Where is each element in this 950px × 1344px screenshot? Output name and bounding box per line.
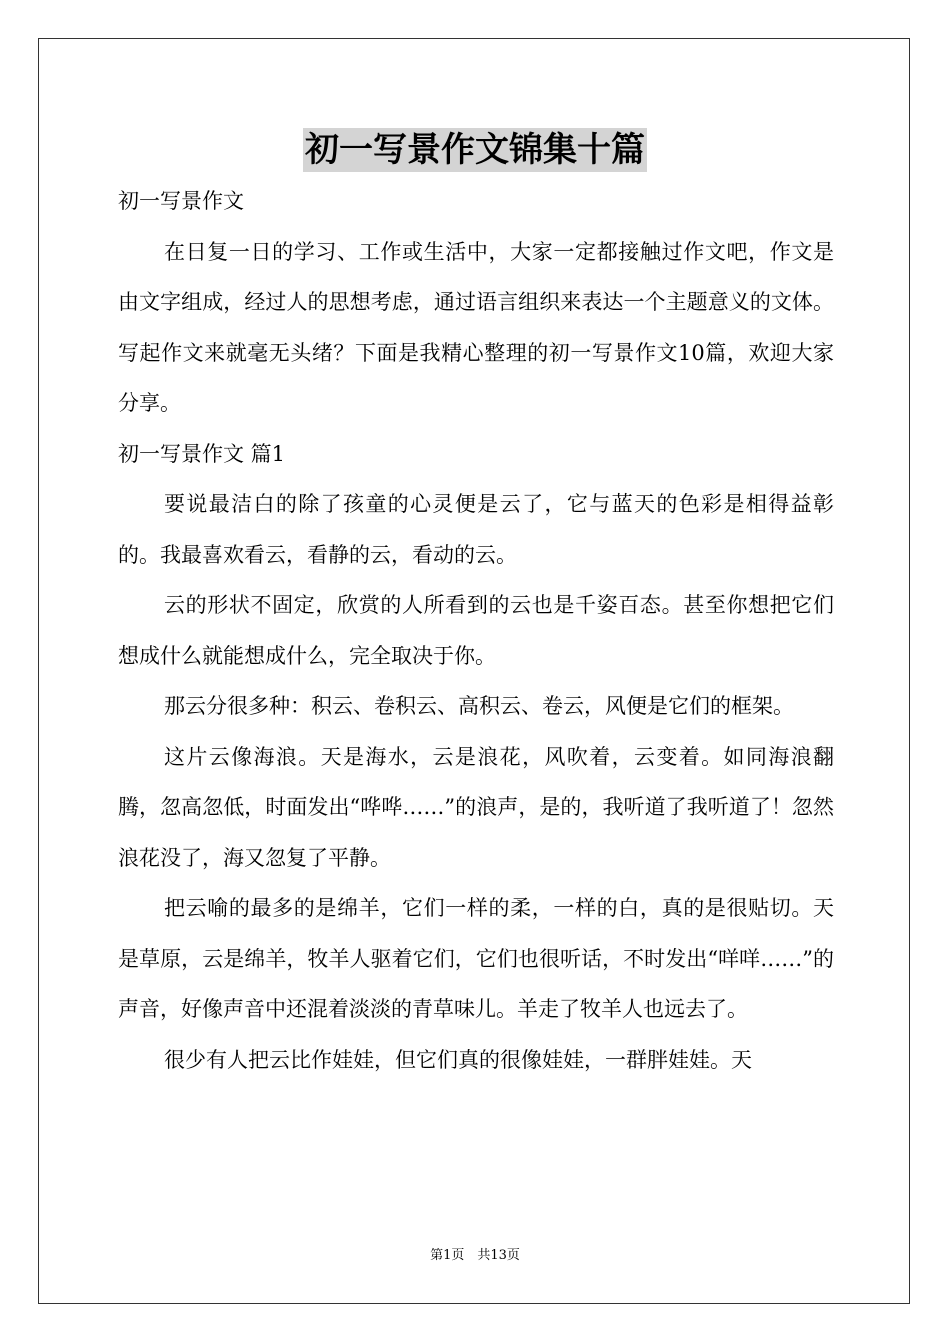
section-heading: 初一写景作文 篇1 <box>118 441 286 466</box>
title-container <box>0 128 950 172</box>
page-footer: 第1页 共13页 <box>430 1248 520 1263</box>
section-heading: 初一写景作文 <box>118 189 244 213</box>
body-paragraph: 在日复一日的学习、工作或生活中，大家一定都接触过作文吧，作文是由文字组成，经过人的思想考虑，通过语言组织来表达一个主题意义的文体。写起作文来就毫无头绪？下面是我精心整理的初一写景作文10篇，欢迎大家分享。 <box>118 239 834 415</box>
document-title: 初一写景作文锦集十篇 <box>305 130 645 170</box>
body-paragraph: 那云分很多种：积云、卷积云、高积云、卷云，风便是它们的框架。 <box>164 694 794 718</box>
body-paragraph: 很少有人把云比作娃娃，但它们真的很像娃娃，一群胖娃娃。天 <box>164 1047 752 1072</box>
document-body <box>118 176 834 1085</box>
body-paragraph: 把云喻的最多的是绵羊，它们一样的柔，一样的白，真的是很贴切。天是草原，云是绵羊，牧羊人驱着它们，它们也很听话，不时发出“咩咩……”的声音，好像声音中还混着淡淡的青草味儿。羊走了牧羊人也远去了。 <box>118 896 834 1021</box>
body-paragraph: 云的形状不固定，欣赏的人所看到的云也是千姿百态。甚至你想把它们想成什么就能想成什么，完全取决于你。 <box>118 593 834 668</box>
body-paragraph: 要说最洁白的除了孩童的心灵便是云了，它与蓝天的色彩是相得益彰的。我最喜欢看云，看静的云，看动的云。 <box>118 492 834 567</box>
body-paragraph: 这片云像海浪。天是海水，云是浪花，风吹着，云变着。如同海浪翻腾，忽高忽低，时面发出“哗哗……”的浪声，是的，我听道了我听道了！忽然浪花没了，海又忽复了平静。 <box>118 744 834 870</box>
